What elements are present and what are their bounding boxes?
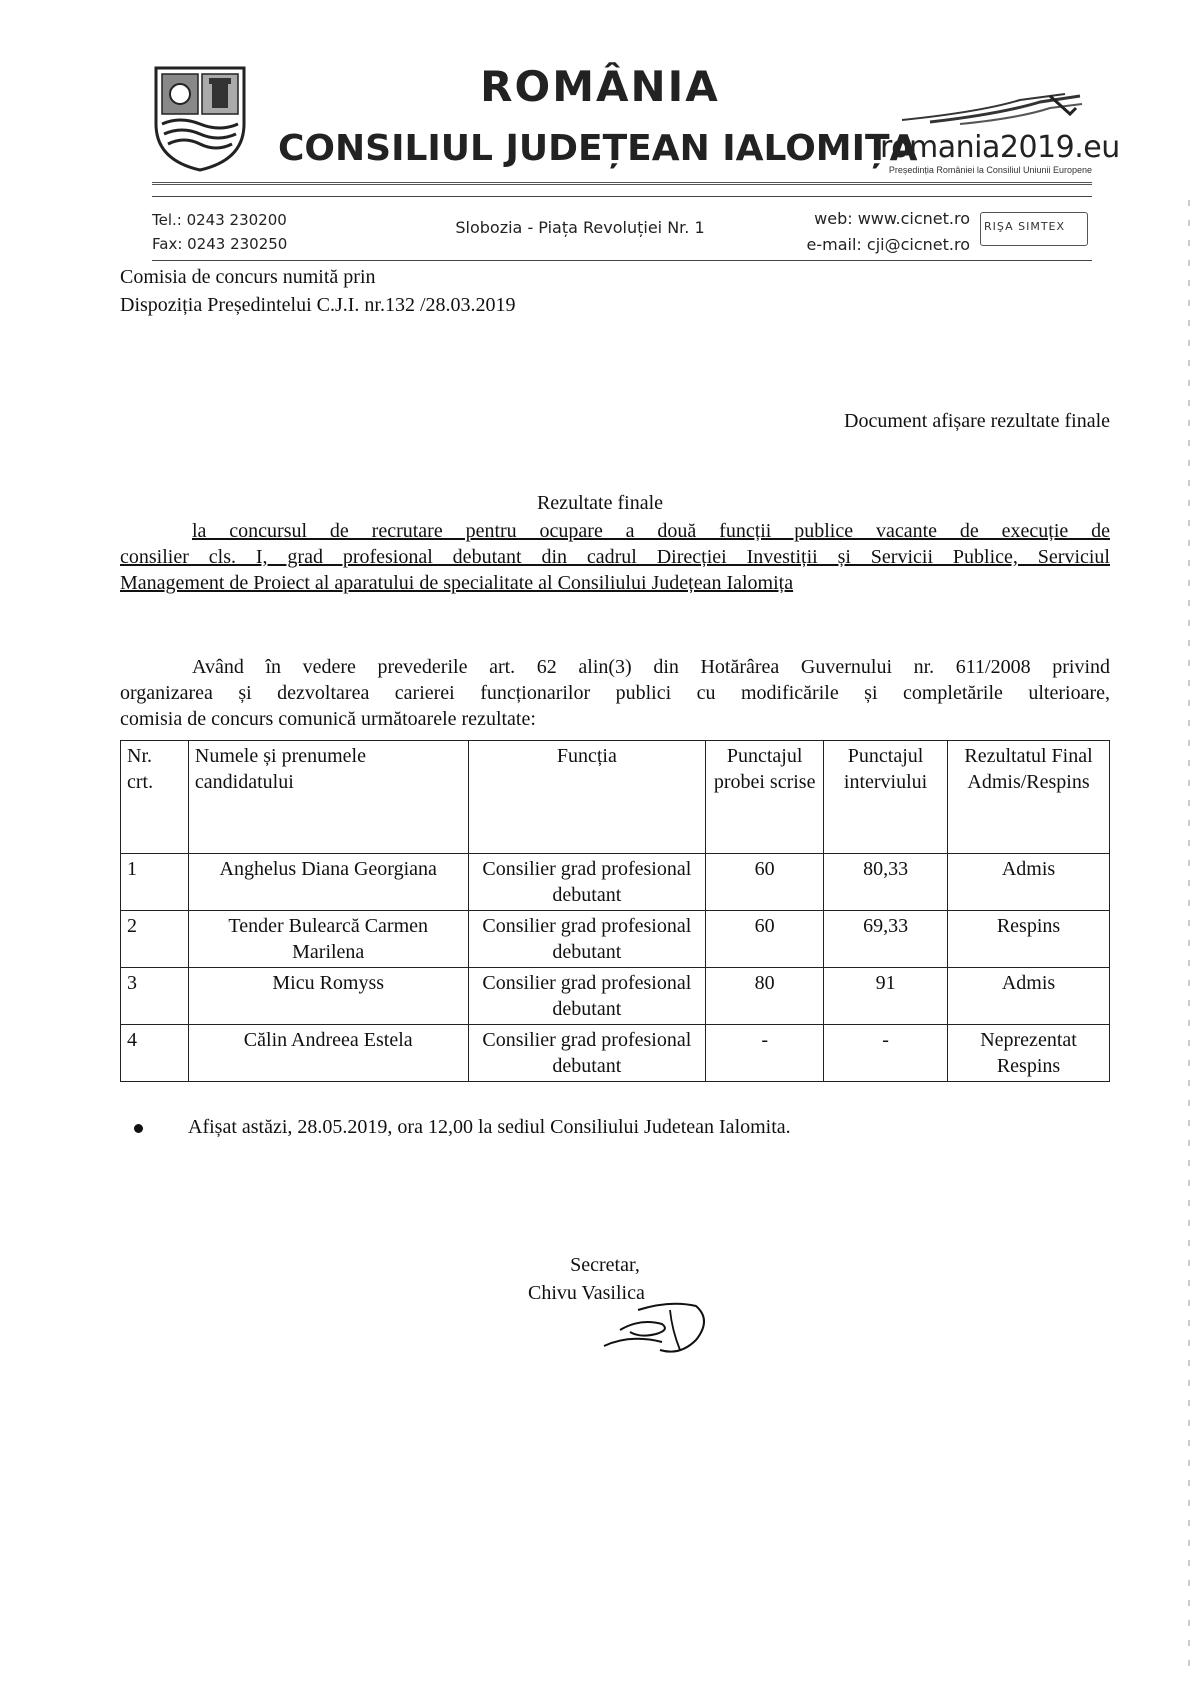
committee-line-1: Comisia de concurs numită prin — [120, 266, 376, 288]
certification-label: RIŞA SIMTEX — [984, 220, 1066, 233]
results-table — [120, 740, 1110, 1082]
signatory-role: Secretar, — [570, 1254, 640, 1276]
title-line-1: la concursul de recrutare pentru ocupare a două funcții publice vacante de execuție de — [192, 520, 1110, 542]
contact-rule — [152, 260, 1092, 261]
cell-written-score: - — [706, 1025, 824, 1082]
handwritten-signature-icon — [600, 1290, 710, 1360]
certification-badge — [980, 204, 1090, 254]
posted-note: Afișat astăzi, 28.05.2019, ora 12,00 la sediul Consiliului Judetean Ialomita. — [188, 1116, 791, 1138]
cell-final-result: Admis — [948, 968, 1110, 1025]
intro-line-2: organizarea și dezvoltarea carierei funcționarilor publici cu modificările și completările ulterioare, — [120, 682, 1110, 704]
country-name: ROMÂNIA — [480, 62, 720, 111]
header-rule — [152, 182, 1092, 185]
table-row — [121, 1025, 1110, 1082]
header-written-score: Punctajul probei scrise — [706, 741, 824, 854]
cell-name: Anghelus Diana Georgiana — [188, 854, 468, 911]
cell-function: Consilier grad profesional debutant — [468, 1025, 706, 1082]
header-name: Numele și prenumele candidatului — [188, 741, 468, 854]
cell-name: Călin Andreea Estela — [188, 1025, 468, 1082]
table-header-row — [121, 741, 1110, 854]
cell-function: Consilier grad profesional debutant — [468, 854, 706, 911]
committee-line-2: Dispoziția Președintelui C.J.I. nr.132 /28.03.2019 — [120, 294, 516, 316]
title-line-2: consilier cls. I, grad profesional debutant din cadrul Direcției Investiții și Servicii Publice, Serviciul — [120, 546, 1110, 568]
cell-written-score: 80 — [706, 968, 824, 1025]
cell-nr: 1 — [121, 854, 189, 911]
cell-written-score: 60 — [706, 911, 824, 968]
signatory-name: Chivu Vasilica — [528, 1282, 645, 1304]
header-rule-thin — [152, 196, 1092, 197]
contact-online — [780, 206, 970, 258]
cell-nr: 3 — [121, 968, 189, 1025]
county-crest-icon — [152, 64, 248, 174]
email-address: e-mail: cji@cicnet.ro — [806, 235, 970, 254]
cell-interview-score: - — [824, 1025, 948, 1082]
title-line-3: Management de Proiect al aparatului de specialitate al Consiliului Județean Ialomița — [120, 572, 794, 594]
cell-interview-score: 69,33 — [824, 911, 948, 968]
bullet-icon — [134, 1124, 143, 1133]
romania2019-logo-icon — [900, 90, 1085, 130]
table-row — [121, 911, 1110, 968]
cell-final-result: Admis — [948, 854, 1110, 911]
header-nr: Nr. crt. — [121, 741, 189, 854]
institution-name: CONSILIUL JUDEȚEAN IALOMIȚA — [278, 128, 918, 169]
header-function: Funcția — [468, 741, 706, 854]
table-row — [121, 854, 1110, 911]
brand-subtitle: Președinția României la Consiliul Uniunii Europene — [888, 165, 1092, 175]
cell-interview-score: 91 — [824, 968, 948, 1025]
cell-nr: 4 — [121, 1025, 189, 1082]
table-row — [121, 968, 1110, 1025]
header-interview-score: Punctajul interviului — [824, 741, 948, 854]
contact-phones — [152, 208, 287, 256]
brand-name: romania2019.eu — [880, 130, 1120, 165]
fax-number: Fax: 0243 230250 — [152, 235, 288, 253]
cell-function: Consilier grad profesional debutant — [468, 968, 706, 1025]
cell-function: Consilier grad profesional debutant — [468, 911, 706, 968]
cell-name: Tender Bulearcă Carmen Marilena — [188, 911, 468, 968]
cell-nr: 2 — [121, 911, 189, 968]
cell-final-result: Neprezentat Respins — [948, 1025, 1110, 1082]
intro-line-1: Având în vedere prevederile art. 62 alin(3) din Hotărârea Guvernului nr. 611/2008 privind — [192, 656, 1110, 678]
cell-name: Micu Romyss — [188, 968, 468, 1025]
document-type: Document afișare rezultate finale — [844, 410, 1110, 432]
results-heading: Rezultate finale — [536, 492, 664, 514]
cell-interview-score: 80,33 — [824, 854, 948, 911]
cell-written-score: 60 — [706, 854, 824, 911]
web-address: web: www.cicnet.ro — [814, 209, 970, 228]
address: Slobozia - Piața Revoluției Nr. 1 — [455, 218, 705, 237]
header-final-result: Rezultatul Final Admis/Respins — [948, 741, 1110, 854]
tel-number: Tel.: 0243 230200 — [152, 211, 287, 229]
intro-line-3: comisia de concurs comunică următoarele rezultate: — [120, 708, 536, 730]
scan-edge-mark — [1188, 200, 1190, 1680]
cell-final-result: Respins — [948, 911, 1110, 968]
